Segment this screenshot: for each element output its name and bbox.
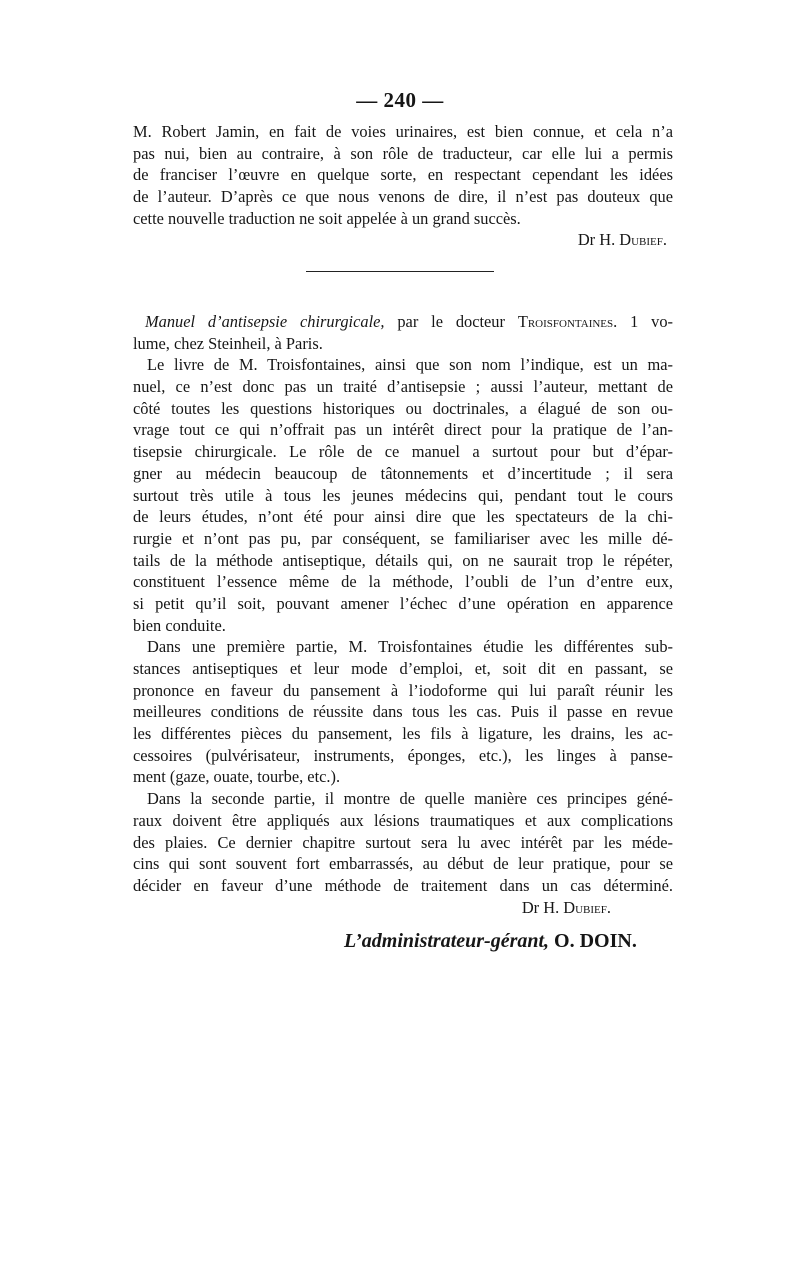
text-line: pas nui, bien au contraire, à son rôle de traducteur, car elle lui a permis xyxy=(133,143,673,163)
text-line: nuel, ce n’est donc pas un traité d’antisepsie ; aussi l’auteur, mettant de xyxy=(133,377,673,397)
signature-name: Dubief. xyxy=(563,897,611,917)
review-2-heading-line-2: lume, chez Steinheil, à Paris. xyxy=(133,333,323,353)
text-line: ment (gaze, ouate, tourbe, etc.). xyxy=(133,767,341,787)
text-line: de leurs études, n’ont été pour ainsi dire que les spectateurs de la chi- xyxy=(133,507,673,527)
text-line: des plaies. Ce dernier chapitre surtout sera lu avec intérêt par les méde- xyxy=(133,832,673,852)
administrator-name: O. DOIN. xyxy=(549,930,637,952)
text-line: les différentes pièces du pansement, les fils à ligature, les drains, les ac- xyxy=(133,724,673,744)
administrator-role: L’administrateur-gérant, xyxy=(344,930,550,952)
text-line: tails de la méthode antiseptique, détails qui, on ne saurait trop le répéter, xyxy=(133,550,673,570)
text-line: prononce en faveur du pansement à l’iodoforme qui lui paraît réunir les xyxy=(133,680,673,700)
text-line: cins qui sont souvent fort embarrassés, au début de leur pratique, pour se xyxy=(133,854,673,874)
signature-prefix: Dr H. xyxy=(577,230,620,250)
text-line: cessoires (pulvérisateur, instruments, éponges, etc.), les linges à panse- xyxy=(133,745,673,765)
review-2-heading xyxy=(133,311,673,333)
text-line: Le livre de M. Troisfontaines, ainsi que son nom l’indique, est un ma- xyxy=(147,355,673,375)
text-line: Dans la seconde partie, il montre de quelle manière ces principes géné- xyxy=(147,789,673,809)
section-divider xyxy=(306,271,494,272)
book-title: Manuel d’antisepsie chirurgicale, xyxy=(145,312,385,331)
administrator-text xyxy=(344,930,637,953)
text-line: de franciser l’œuvre en quelque sorte, en respectant cependant les idées xyxy=(133,165,673,185)
text-line: côté toutes les questions historiques ou doctrinales, a élagué de son ou- xyxy=(133,398,673,418)
review-1-text xyxy=(133,121,673,251)
book-author: Troisfontaines xyxy=(517,312,614,331)
text-line: vrage tout ce qui n’offrait pas un intérêt direct pour la pratique de l’an- xyxy=(133,420,673,440)
text-line: de l’auteur. D’après ce que nous venons de dire, il n’est pas douteux que xyxy=(133,187,673,207)
text-line: constituent l’essence même de la méthode, l’oubli de l’un d’entre eux, xyxy=(133,572,673,592)
review-2-text xyxy=(133,311,673,918)
review-1-signature xyxy=(133,229,673,251)
text-line: gner au médecin beaucoup de tâtonnements et d’incertitude ; il sera xyxy=(133,463,673,483)
review-2-signature xyxy=(133,897,673,919)
text-line: si petit qu’il soit, pouvant amener l’échec d’une opération en apparence xyxy=(133,593,673,613)
text-line: stances antiseptiques et leur mode d’emploi, et, soit dit en passant, se xyxy=(133,659,673,678)
signature-name: Dubief. xyxy=(619,230,667,250)
text-line: Dans une première partie, M. Troisfontaines étudie les différentes sub- xyxy=(147,637,673,657)
heading-by: par le docteur xyxy=(384,312,518,331)
page-number: — 240 — xyxy=(356,88,444,112)
signature-prefix: Dr H. xyxy=(521,897,564,917)
text-line: décider en faveur d’une méthode de traitement dans un cas déterminé. xyxy=(133,875,673,895)
text-line: raux doivent être appliqués aux lésions traumatiques et aux complications xyxy=(133,810,673,830)
text-line: M. Robert Jamin, en fait de voies urinaires, est bien connue, et cela n’a xyxy=(133,122,673,141)
text-line: meilleures conditions de réussite dans tous les cas. Puis il passe en revue xyxy=(133,702,673,722)
text-line: cette nouvelle traduction ne soit appelée à un grand succès. xyxy=(133,208,521,228)
text-line: tisepsie chirurgicale. Le rôle de ce manuel a surtout pour but d’épar- xyxy=(133,442,673,462)
text-line: bien conduite. xyxy=(133,615,226,635)
text-line: rurgie et n’ont pas pu, par conséquent, se familiariser avec les mille dé- xyxy=(133,528,673,548)
text-line: surtout très utile à tous les jeunes médecins qui, pendant tout le cours xyxy=(133,485,673,505)
heading-rest: . 1 vo- xyxy=(613,312,673,331)
